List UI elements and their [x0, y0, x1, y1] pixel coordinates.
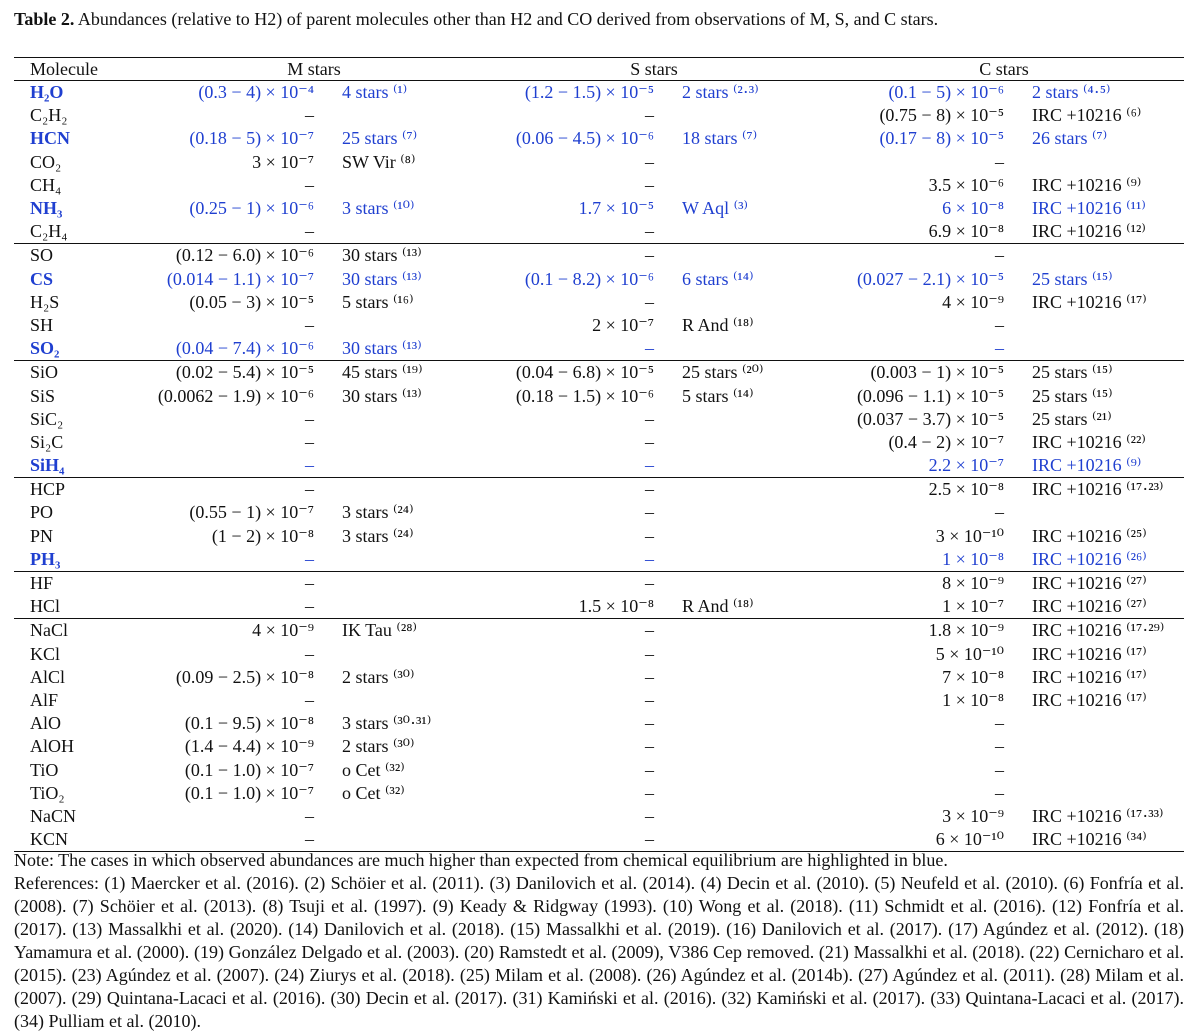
c-stars-abundance: 3.5 × 10⁻⁶: [928, 174, 1005, 195]
table-row: [14, 643, 1184, 666]
c-stars-reference: 25 stars ⁽²¹⁾: [1032, 408, 1112, 429]
m-stars-abundance: –: [305, 314, 314, 335]
table-row: [14, 735, 1184, 758]
molecule-name: SiO: [30, 362, 59, 383]
table-row: [14, 571, 1184, 595]
c-stars-reference: IRC +10216 ⁽⁹⁾: [1032, 455, 1142, 476]
c-stars-abundance: (0.037 − 3.7) × 10⁻⁵: [856, 408, 1005, 429]
table-row: [14, 501, 1184, 524]
molecule-name: NH₃: [30, 198, 63, 219]
molecule-name: PH₃: [30, 548, 61, 569]
molecule-name: AlCl: [30, 666, 66, 687]
c-stars-reference: IRC +10216 ⁽¹⁷⁾: [1032, 291, 1147, 312]
s-stars-reference: [664, 712, 824, 735]
s-stars-reference: [664, 408, 824, 431]
m-stars-abundance: (0.55 − 1) × 10⁻⁷: [189, 502, 314, 523]
m-stars-reference: 3 stars ⁽¹⁰⁾: [342, 198, 415, 219]
m-stars-reference: [324, 431, 484, 454]
molecule-name: H₂S: [30, 291, 60, 312]
m-stars-abundance: –: [305, 431, 314, 452]
table-row: [14, 408, 1184, 431]
m-stars-reference: [324, 643, 484, 666]
molecule-name: AlO: [30, 713, 61, 734]
s-stars-reference: [664, 220, 824, 244]
c-stars-reference: IRC +10216 ⁽¹⁷⁾: [1032, 643, 1147, 664]
m-stars-abundance: 4 × 10⁻⁹: [252, 620, 314, 641]
molecule-name: SiC₂: [30, 408, 64, 429]
s-stars-reference: [664, 525, 824, 548]
table-row: [14, 244, 1184, 268]
s-stars-reference: 5 stars ⁽¹⁴⁾: [682, 385, 754, 406]
m-stars-abundance: (0.05 − 3) × 10⁻⁵: [189, 291, 314, 312]
s-stars-abundance: (0.04 − 6.8) × 10⁻⁵: [515, 362, 654, 383]
table-note: Note: The cases in which observed abundances are much higher than expected from chemical equilibrium are highlighted in blue.: [14, 850, 948, 870]
header-s-stars: S stars: [630, 59, 678, 79]
c-stars-abundance: 1 × 10⁻⁷: [942, 596, 1005, 617]
s-stars-reference: [664, 291, 824, 314]
molecule-name: PN: [30, 525, 54, 546]
c-stars-reference: [1014, 782, 1184, 805]
molecule-name: CS: [30, 268, 54, 289]
c-stars-reference: [1014, 735, 1184, 758]
table-row: [14, 127, 1184, 150]
s-stars-abundance: –: [645, 643, 654, 664]
c-stars-abundance: (0.75 − 8) × 10⁻⁵: [879, 105, 1005, 126]
c-stars-reference: [1014, 244, 1184, 268]
c-stars-reference: IRC +10216 ⁽⁹⁾: [1032, 174, 1142, 195]
m-stars-abundance: –: [305, 221, 314, 242]
molecule-name: SO₂: [30, 338, 60, 359]
s-stars-abundance: –: [645, 151, 654, 172]
table-row: [14, 81, 1184, 105]
table-row: [14, 197, 1184, 220]
m-stars-reference: [324, 408, 484, 431]
c-stars-reference: 25 stars ⁽¹⁵⁾: [1032, 268, 1113, 289]
table-row: [14, 595, 1184, 619]
m-stars-abundance: (1 − 2) × 10⁻⁸: [211, 525, 314, 546]
molecule-name: HCl: [30, 596, 61, 617]
m-stars-reference: 30 stars ⁽¹³⁾: [342, 268, 422, 289]
table-row: [14, 268, 1184, 291]
c-stars-abundance: 4 × 10⁻⁹: [942, 291, 1005, 312]
s-stars-abundance: –: [645, 666, 654, 687]
m-stars-reference: 2 stars ⁽³⁰⁾: [342, 666, 415, 687]
molecule-name: SH: [30, 314, 54, 335]
m-stars-abundance: –: [305, 174, 314, 195]
m-stars-reference: 45 stars ⁽¹⁹⁾: [342, 362, 423, 383]
m-stars-abundance: –: [305, 573, 314, 594]
m-stars-reference: [324, 595, 484, 619]
m-stars-abundance: (0.09 − 2.5) × 10⁻⁸: [175, 666, 314, 687]
s-stars-abundance: –: [645, 829, 654, 850]
molecule-name: NaCl: [30, 620, 68, 641]
s-stars-abundance: –: [645, 573, 654, 594]
molecule-name: Si₂C: [30, 431, 64, 452]
c-stars-abundance: 7 × 10⁻⁸: [942, 666, 1005, 687]
m-stars-abundance: (0.18 − 5) × 10⁻⁷: [189, 128, 314, 149]
m-stars-reference: [324, 314, 484, 337]
molecule-name: AlF: [30, 689, 59, 710]
molecule-name: SiS: [30, 385, 56, 406]
c-stars-abundance: 2.2 × 10⁻⁷: [928, 455, 1005, 476]
c-stars-reference: IRC +10216 ⁽¹⁷·²⁹⁾: [1032, 620, 1165, 641]
s-stars-reference: [664, 501, 824, 524]
c-stars-abundance: –: [995, 713, 1005, 734]
s-stars-abundance: –: [645, 525, 654, 546]
c-stars-abundance: (0.17 − 8) × 10⁻⁵: [879, 128, 1005, 149]
s-stars-abundance: –: [645, 782, 654, 803]
c-stars-reference: [1014, 712, 1184, 735]
c-stars-reference: 26 stars ⁽⁷⁾: [1032, 128, 1108, 149]
m-stars-reference: 3 stars ⁽³⁰·³¹⁾: [342, 713, 432, 734]
m-stars-abundance: –: [305, 805, 314, 826]
molecule-name: HCN: [30, 128, 70, 149]
s-stars-abundance: –: [645, 548, 654, 569]
s-stars-reference: [664, 548, 824, 572]
s-stars-abundance: (1.2 − 1.5) × 10⁻⁵: [524, 82, 654, 103]
s-stars-reference: [664, 689, 824, 712]
s-stars-abundance: –: [645, 805, 654, 826]
c-stars-reference: [1014, 337, 1184, 361]
c-stars-abundance: (0.1 − 5) × 10⁻⁶: [888, 82, 1005, 103]
c-stars-reference: IRC +10216 ⁽²⁶⁾: [1032, 548, 1147, 569]
table-row: [14, 291, 1184, 314]
m-stars-abundance: –: [305, 548, 314, 569]
m-stars-reference: o Cet ⁽³²⁾: [342, 782, 405, 803]
c-stars-abundance: –: [995, 782, 1005, 803]
table-row: [14, 619, 1184, 643]
m-stars-reference: [324, 454, 484, 478]
c-stars-abundance: (0.096 − 1.1) × 10⁻⁵: [856, 385, 1005, 406]
table-row: [14, 548, 1184, 572]
m-stars-reference: 5 stars ⁽¹⁶⁾: [342, 291, 414, 312]
table-row: [14, 361, 1184, 385]
m-stars-abundance: –: [305, 455, 314, 476]
c-stars-abundance: –: [995, 151, 1005, 172]
c-stars-abundance: –: [995, 502, 1005, 523]
s-stars-abundance: 1.7 × 10⁻⁵: [578, 198, 654, 219]
s-stars-abundance: (0.1 − 8.2) × 10⁻⁶: [524, 268, 654, 289]
molecule-name: SO: [30, 245, 54, 266]
s-stars-abundance: –: [645, 174, 654, 195]
m-stars-reference: SW Vir ⁽⁸⁾: [342, 151, 416, 172]
c-stars-reference: IRC +10216 ⁽¹⁷⁾: [1032, 689, 1147, 710]
m-stars-abundance: –: [305, 479, 314, 500]
s-stars-abundance: –: [645, 221, 654, 242]
molecule-name: AlOH: [30, 736, 74, 757]
m-stars-reference: 3 stars ⁽²⁴⁾: [342, 525, 414, 546]
m-stars-reference: [324, 174, 484, 197]
m-stars-reference: 30 stars ⁽¹³⁾: [342, 338, 422, 359]
s-stars-abundance: (0.18 − 1.5) × 10⁻⁶: [515, 385, 654, 406]
s-stars-abundance: (0.06 − 4.5) × 10⁻⁶: [515, 128, 654, 149]
s-stars-reference: [664, 244, 824, 268]
s-stars-abundance: –: [645, 245, 654, 266]
m-stars-abundance: –: [305, 105, 314, 126]
c-stars-reference: IRC +10216 ⁽³⁴⁾: [1032, 829, 1147, 850]
s-stars-reference: [664, 337, 824, 361]
c-stars-reference: 25 stars ⁽¹⁵⁾: [1032, 385, 1113, 406]
m-stars-reference: [324, 548, 484, 572]
molecule-name: CH₄: [30, 174, 62, 195]
s-stars-abundance: –: [645, 455, 654, 476]
c-stars-reference: IRC +10216 ⁽²²⁾: [1032, 431, 1146, 452]
c-stars-reference: IRC +10216 ⁽²⁷⁾: [1032, 596, 1147, 617]
m-stars-reference: [324, 805, 484, 828]
s-stars-abundance: –: [645, 291, 654, 312]
m-stars-abundance: (0.014 − 1.1) × 10⁻⁷: [166, 268, 314, 289]
s-stars-reference: 18 stars ⁽⁷⁾: [682, 128, 758, 149]
c-stars-abundance: (0.027 − 2.1) × 10⁻⁵: [856, 268, 1005, 289]
m-stars-reference: 4 stars ⁽¹⁾: [342, 82, 408, 103]
m-stars-abundance: (0.3 − 4) × 10⁻⁴: [198, 82, 314, 103]
s-stars-reference: [664, 151, 824, 174]
s-stars-abundance: –: [645, 408, 654, 429]
table-notes: [14, 849, 1184, 1033]
molecule-name: NaCN: [30, 805, 76, 826]
m-stars-abundance: (0.1 − 1.0) × 10⁻⁷: [184, 759, 314, 780]
table-row: [14, 151, 1184, 174]
table-label: Table 2.: [14, 9, 75, 29]
molecule-name: H₂O: [30, 82, 64, 103]
m-stars-reference: 30 stars ⁽¹³⁾: [342, 245, 422, 266]
table-caption: [14, 8, 938, 30]
m-stars-abundance: –: [305, 829, 314, 850]
abundance-table-container: [14, 57, 1184, 852]
m-stars-abundance: –: [305, 408, 314, 429]
c-stars-reference: [1014, 501, 1184, 524]
s-stars-reference: [664, 666, 824, 689]
s-stars-abundance: –: [645, 431, 654, 452]
c-stars-abundance: 6 × 10⁻¹⁰: [935, 829, 1005, 850]
c-stars-reference: IRC +10216 ⁽²⁵⁾: [1032, 525, 1147, 546]
c-stars-abundance: 1 × 10⁻⁸: [942, 689, 1005, 710]
c-stars-abundance: 6.9 × 10⁻⁸: [928, 221, 1005, 242]
s-stars-abundance: –: [645, 689, 654, 710]
m-stars-abundance: (0.02 − 5.4) × 10⁻⁵: [175, 362, 314, 383]
s-stars-reference: 25 stars ⁽²⁰⁾: [682, 362, 764, 383]
c-stars-abundance: 1 × 10⁻⁸: [942, 548, 1005, 569]
molecule-name: HF: [30, 573, 54, 594]
m-stars-reference: 25 stars ⁽⁷⁾: [342, 128, 418, 149]
table-row: [14, 782, 1184, 805]
molecule-name: PO: [30, 502, 54, 523]
m-stars-reference: [324, 104, 484, 127]
c-stars-reference: IRC +10216 ⁽⁶⁾: [1032, 105, 1142, 126]
c-stars-reference: [1014, 758, 1184, 781]
s-stars-abundance: –: [645, 736, 654, 757]
c-stars-abundance: –: [995, 314, 1005, 335]
m-stars-reference: 2 stars ⁽³⁰⁾: [342, 736, 415, 757]
s-stars-reference: [664, 174, 824, 197]
header-m-stars: M stars: [287, 59, 341, 79]
s-stars-abundance: 2 × 10⁻⁷: [592, 314, 654, 335]
table-row: [14, 478, 1184, 502]
c-stars-reference: IRC +10216 ⁽²⁷⁾: [1032, 573, 1147, 594]
s-stars-abundance: –: [645, 105, 654, 126]
c-stars-reference: IRC +10216 ⁽¹⁷⁾: [1032, 666, 1147, 687]
table-row: [14, 689, 1184, 712]
header-molecule: Molecule: [30, 59, 98, 79]
c-stars-reference: [1014, 151, 1184, 174]
c-stars-reference: IRC +10216 ⁽¹⁷·²³⁾: [1032, 479, 1164, 500]
abundance-table: [14, 57, 1184, 852]
c-stars-reference: IRC +10216 ⁽¹²⁾: [1032, 221, 1146, 242]
c-stars-reference: IRC +10216 ⁽¹¹⁾: [1032, 198, 1146, 219]
table-row: [14, 104, 1184, 127]
table-row: [14, 454, 1184, 478]
s-stars-abundance: –: [645, 479, 654, 500]
s-stars-reference: [664, 782, 824, 805]
c-stars-reference: 25 stars ⁽¹⁵⁾: [1032, 362, 1113, 383]
c-stars-abundance: 3 × 10⁻⁹: [942, 805, 1005, 826]
table-row: [14, 174, 1184, 197]
m-stars-abundance: (0.1 − 1.0) × 10⁻⁷: [184, 782, 314, 803]
c-stars-reference: IRC +10216 ⁽¹⁷·³³⁾: [1032, 805, 1164, 826]
m-stars-abundance: –: [305, 643, 314, 664]
table-row: [14, 314, 1184, 337]
molecule-name: C₂H₂: [30, 105, 68, 126]
m-stars-abundance: (0.25 − 1) × 10⁻⁶: [189, 198, 314, 219]
table-row: [14, 384, 1184, 407]
s-stars-reference: [664, 643, 824, 666]
molecule-name: TiO₂: [30, 782, 65, 803]
molecule-name: HCP: [30, 479, 66, 500]
s-stars-abundance: –: [645, 759, 654, 780]
c-stars-abundance: 1.8 × 10⁻⁹: [928, 620, 1005, 641]
molecule-name: KCl: [30, 643, 61, 664]
c-stars-abundance: 2.5 × 10⁻⁸: [928, 479, 1005, 500]
table-title: Abundances (relative to H2) of parent molecules other than H2 and CO derived from observations of M, S, and C stars.: [77, 9, 939, 29]
m-stars-abundance: –: [305, 689, 314, 710]
s-stars-abundance: –: [645, 713, 654, 734]
s-stars-reference: [664, 619, 824, 643]
s-stars-reference: [664, 431, 824, 454]
table-row: [14, 758, 1184, 781]
table-header: [14, 58, 1184, 81]
c-stars-reference: 2 stars ⁽⁴·⁵⁾: [1032, 82, 1111, 103]
s-stars-abundance: 1.5 × 10⁻⁸: [578, 596, 654, 617]
s-stars-reference: [664, 805, 824, 828]
table-row: [14, 431, 1184, 454]
s-stars-reference: 2 stars ⁽²·³⁾: [682, 82, 759, 103]
c-stars-abundance: –: [995, 338, 1005, 359]
m-stars-abundance: (0.04 − 7.4) × 10⁻⁶: [175, 338, 314, 359]
molecule-name: C₂H₄: [30, 221, 68, 242]
m-stars-reference: IK Tau ⁽²⁸⁾: [342, 620, 417, 641]
molecule-name: KCN: [30, 829, 69, 850]
table-row: [14, 220, 1184, 244]
c-stars-abundance: 8 × 10⁻⁹: [942, 573, 1005, 594]
table-row: [14, 805, 1184, 828]
table-references: References: (1) Maercker et al. (2016). (2) Schöier et al. (2011). (3) Danilovich et al. (2014). (4) Decin et al. (2010). (5) Neufeld et al. (2010). (6) Fonfría et al. (2008). (7) Schöier et al. (2013). (8) Tsuji et al. (1997). (9) Keady & Ridgway (1993). (10) Wong et al. (2018). (11) Schmidt et al. (2016). (12) Fonfría et al. (2017). (13) Massalkhi et al. (2020). (14) Danilovich et al. (2018). (15) Massalkhi et al. (2019). (16) Danilovich et al. (2017). (17) Agúndez et al. (2012). (18) Yamamura et al. (2000). (19) González Delgado et al. (2003). (20) Ramstedt et al. (2009), V386 Cep removed. (21) Massalkhi et al. (2018). (22) Cernicharo et al. (2015). (23) Agúndez et al. (2007). (24) Ziurys et al. (2018). (25) Milam et al. (2008). (26) Agúndez et al. (2014b). (27) Agúndez et al. (2011). (28) Milam et al. (2007). (29) Quintana-Lacaci et al. (2016). (30) Decin et al. (2017). (31) Kamiński et al. (2016). (32) Kamiński et al. (2017). (33) Quintana-Lacaci et al. (2017). (34) Pulliam et al. (2010).: [14, 873, 1184, 1031]
m-stars-abundance: 3 × 10⁻⁷: [252, 151, 314, 172]
s-stars-reference: [664, 735, 824, 758]
s-stars-reference: [664, 104, 824, 127]
c-stars-abundance: 6 × 10⁻⁸: [942, 198, 1005, 219]
s-stars-reference: 6 stars ⁽¹⁴⁾: [682, 268, 754, 289]
m-stars-abundance: (0.12 − 6.0) × 10⁻⁶: [175, 245, 314, 266]
s-stars-abundance: –: [645, 338, 654, 359]
c-stars-reference: [1014, 314, 1184, 337]
c-stars-abundance: (0.4 − 2) × 10⁻⁷: [888, 431, 1005, 452]
s-stars-reference: W Aql ⁽³⁾: [682, 198, 748, 219]
c-stars-abundance: –: [995, 245, 1005, 266]
c-stars-abundance: (0.003 − 1) × 10⁻⁵: [870, 362, 1005, 383]
m-stars-abundance: (0.0062 − 1.9) × 10⁻⁶: [157, 385, 314, 406]
c-stars-abundance: –: [995, 736, 1005, 757]
table-row: [14, 712, 1184, 735]
s-stars-abundance: –: [645, 502, 654, 523]
m-stars-reference: 30 stars ⁽¹³⁾: [342, 385, 422, 406]
s-stars-abundance: –: [645, 620, 654, 641]
m-stars-abundance: –: [305, 596, 314, 617]
header-c-stars: C stars: [979, 59, 1029, 79]
m-stars-reference: [324, 689, 484, 712]
s-stars-reference: [664, 571, 824, 595]
s-stars-reference: R And ⁽¹⁸⁾: [682, 596, 754, 617]
s-stars-reference: R And ⁽¹⁸⁾: [682, 314, 754, 335]
table-row: [14, 525, 1184, 548]
s-stars-reference: [664, 758, 824, 781]
s-stars-reference: [664, 454, 824, 478]
m-stars-reference: o Cet ⁽³²⁾: [342, 759, 405, 780]
m-stars-reference: [324, 220, 484, 244]
molecule-name: TiO: [30, 759, 59, 780]
molecule-name: SiH₄: [30, 455, 65, 476]
m-stars-reference: [324, 478, 484, 502]
s-stars-reference: [664, 478, 824, 502]
molecule-name: CO₂: [30, 151, 62, 172]
table-row: [14, 666, 1184, 689]
table-row: [14, 337, 1184, 361]
c-stars-abundance: –: [995, 759, 1005, 780]
m-stars-abundance: (0.1 − 9.5) × 10⁻⁸: [184, 713, 314, 734]
m-stars-abundance: (1.4 − 4.4) × 10⁻⁹: [184, 736, 314, 757]
table-body: [14, 81, 1184, 852]
m-stars-reference: 3 stars ⁽²⁴⁾: [342, 502, 414, 523]
m-stars-reference: [324, 571, 484, 595]
c-stars-abundance: 3 × 10⁻¹⁰: [935, 525, 1005, 546]
c-stars-abundance: 5 × 10⁻¹⁰: [935, 643, 1005, 664]
